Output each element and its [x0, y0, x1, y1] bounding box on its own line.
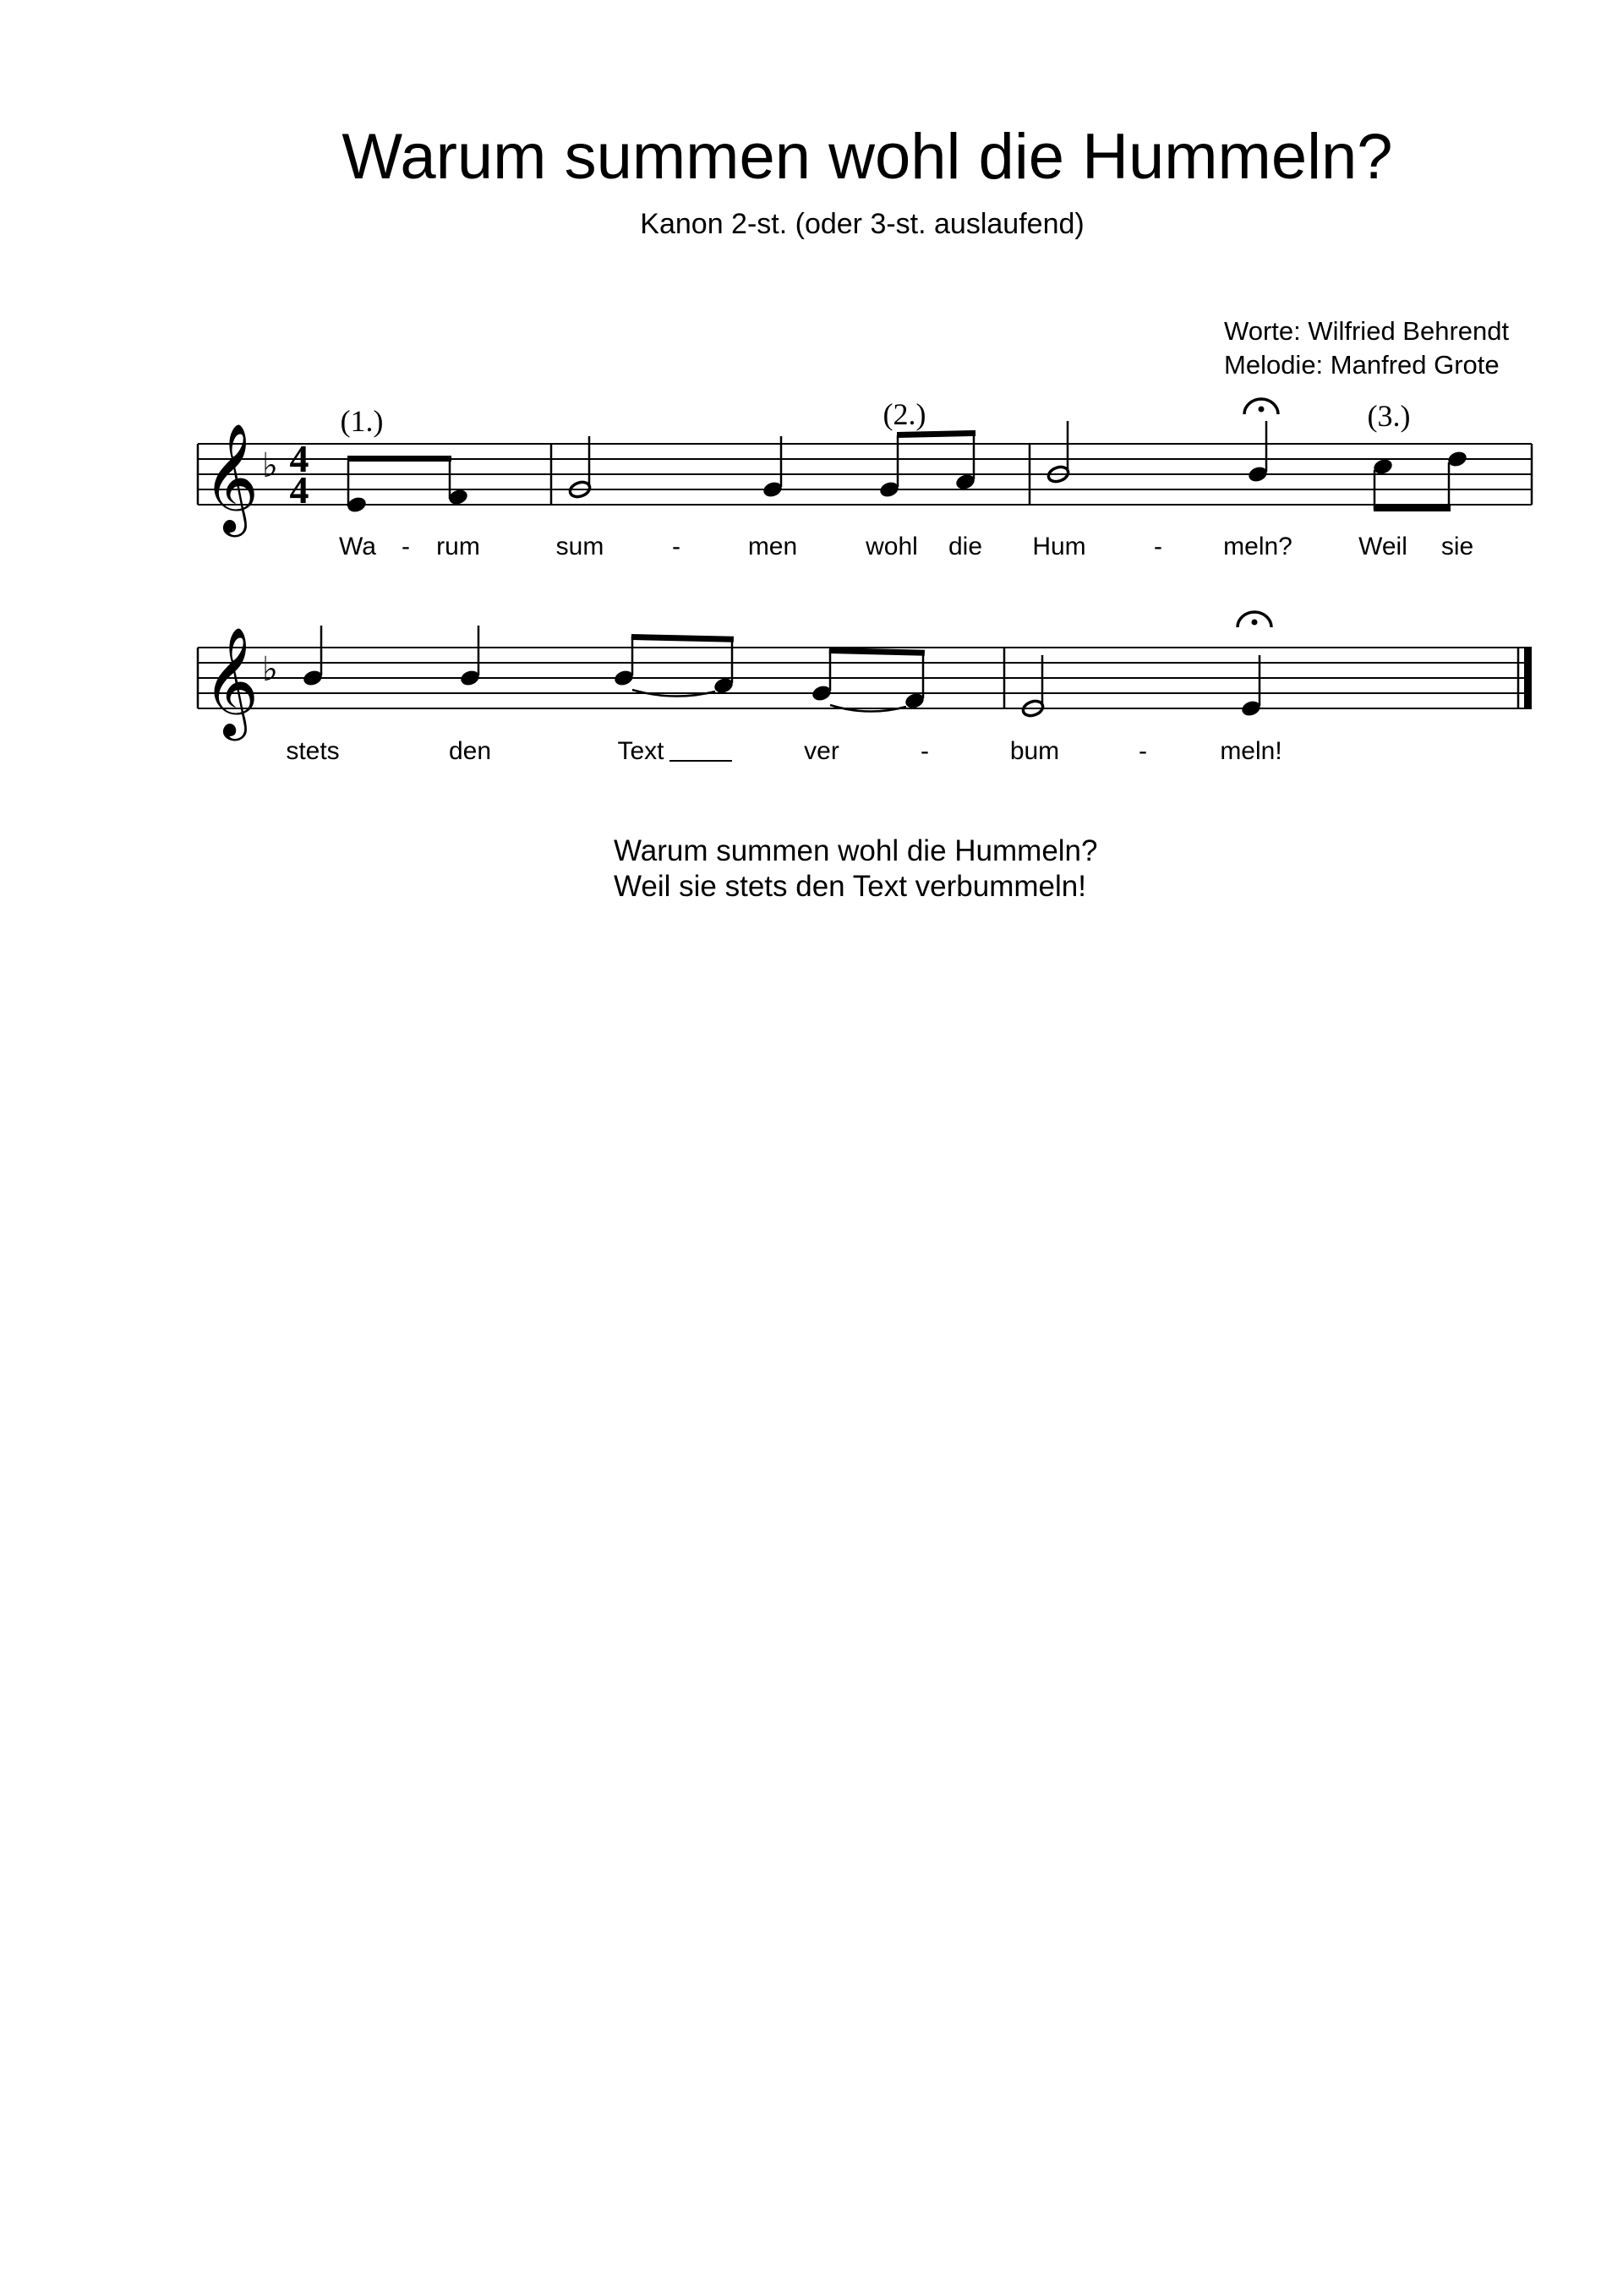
lyric-syllable: sum: [555, 533, 604, 560]
lyric-hyphen: -: [402, 533, 410, 560]
staff-system-2: [198, 648, 1532, 708]
lyric-hyphen: -: [921, 737, 929, 765]
entry-mark-2: (2.): [883, 397, 926, 431]
lyric-hyphen: -: [672, 533, 680, 560]
fermata-icon: [1238, 612, 1271, 627]
time-signature-top: 4: [289, 437, 309, 480]
lyric-syllable: Weil: [1358, 533, 1407, 560]
fermata-icon: [1244, 399, 1278, 414]
flat-key-signature-icon: ♭: [262, 650, 278, 689]
song-subtitle: Kanon 2-st. (oder 3-st. auslaufend): [640, 208, 1085, 240]
entry-mark-1: (1.): [340, 404, 384, 438]
flat-key-signature-icon: ♭: [262, 446, 278, 485]
entry-mark-3: (3.): [1367, 399, 1411, 433]
lyric-syllable: ver: [804, 737, 839, 765]
treble-clef-icon: 𝄞: [203, 423, 260, 533]
lyrics-system-2: [286, 737, 1281, 765]
lyric-syllable: meln?: [1223, 533, 1292, 560]
lyric-syllable: Wa: [339, 533, 376, 560]
lyric-syllable: men: [747, 533, 798, 560]
lyrics-line-2: Weil sie stets den Text verbummeln!: [614, 870, 1086, 903]
melody-credit: Melodie: Manfred Grote: [1224, 350, 1500, 380]
lyrics-line-1: Warum summen wohl die Hummeln?: [614, 834, 1098, 867]
lyric-syllable: wohl: [866, 533, 918, 560]
lyric-syllable: stets: [286, 737, 340, 765]
lyrics-system-1: [339, 533, 1473, 560]
staff-system-1: [198, 444, 1532, 505]
treble-clef-icon: 𝄞: [203, 626, 260, 736]
note-group-m4: [302, 626, 926, 712]
lyric-syllable: sie: [1440, 533, 1474, 560]
final-barline: [1524, 648, 1532, 708]
lyric-hyphen: -: [1154, 533, 1162, 560]
lyric-syllable: Hum: [1032, 533, 1086, 560]
lyric-syllable: die: [948, 533, 983, 560]
lyric-syllable: rum: [436, 533, 480, 560]
note-group-m5: [1021, 612, 1271, 719]
full-lyrics: [614, 834, 1098, 905]
lyric-syllable: den: [448, 737, 492, 765]
lyric-syllable: meln!: [1220, 737, 1282, 765]
words-credit: Worte: Wilfried Behrendt: [1224, 316, 1510, 346]
song-title: Warum summen wohl die Hummeln?: [342, 121, 1393, 193]
lyric-syllable: bum: [1009, 737, 1060, 765]
sheet-music: [0, 0, 1623, 930]
lyric-hyphen: -: [1139, 737, 1147, 765]
lyric-syllable: Text: [617, 737, 664, 765]
time-signature-bottom: 4: [289, 468, 309, 511]
